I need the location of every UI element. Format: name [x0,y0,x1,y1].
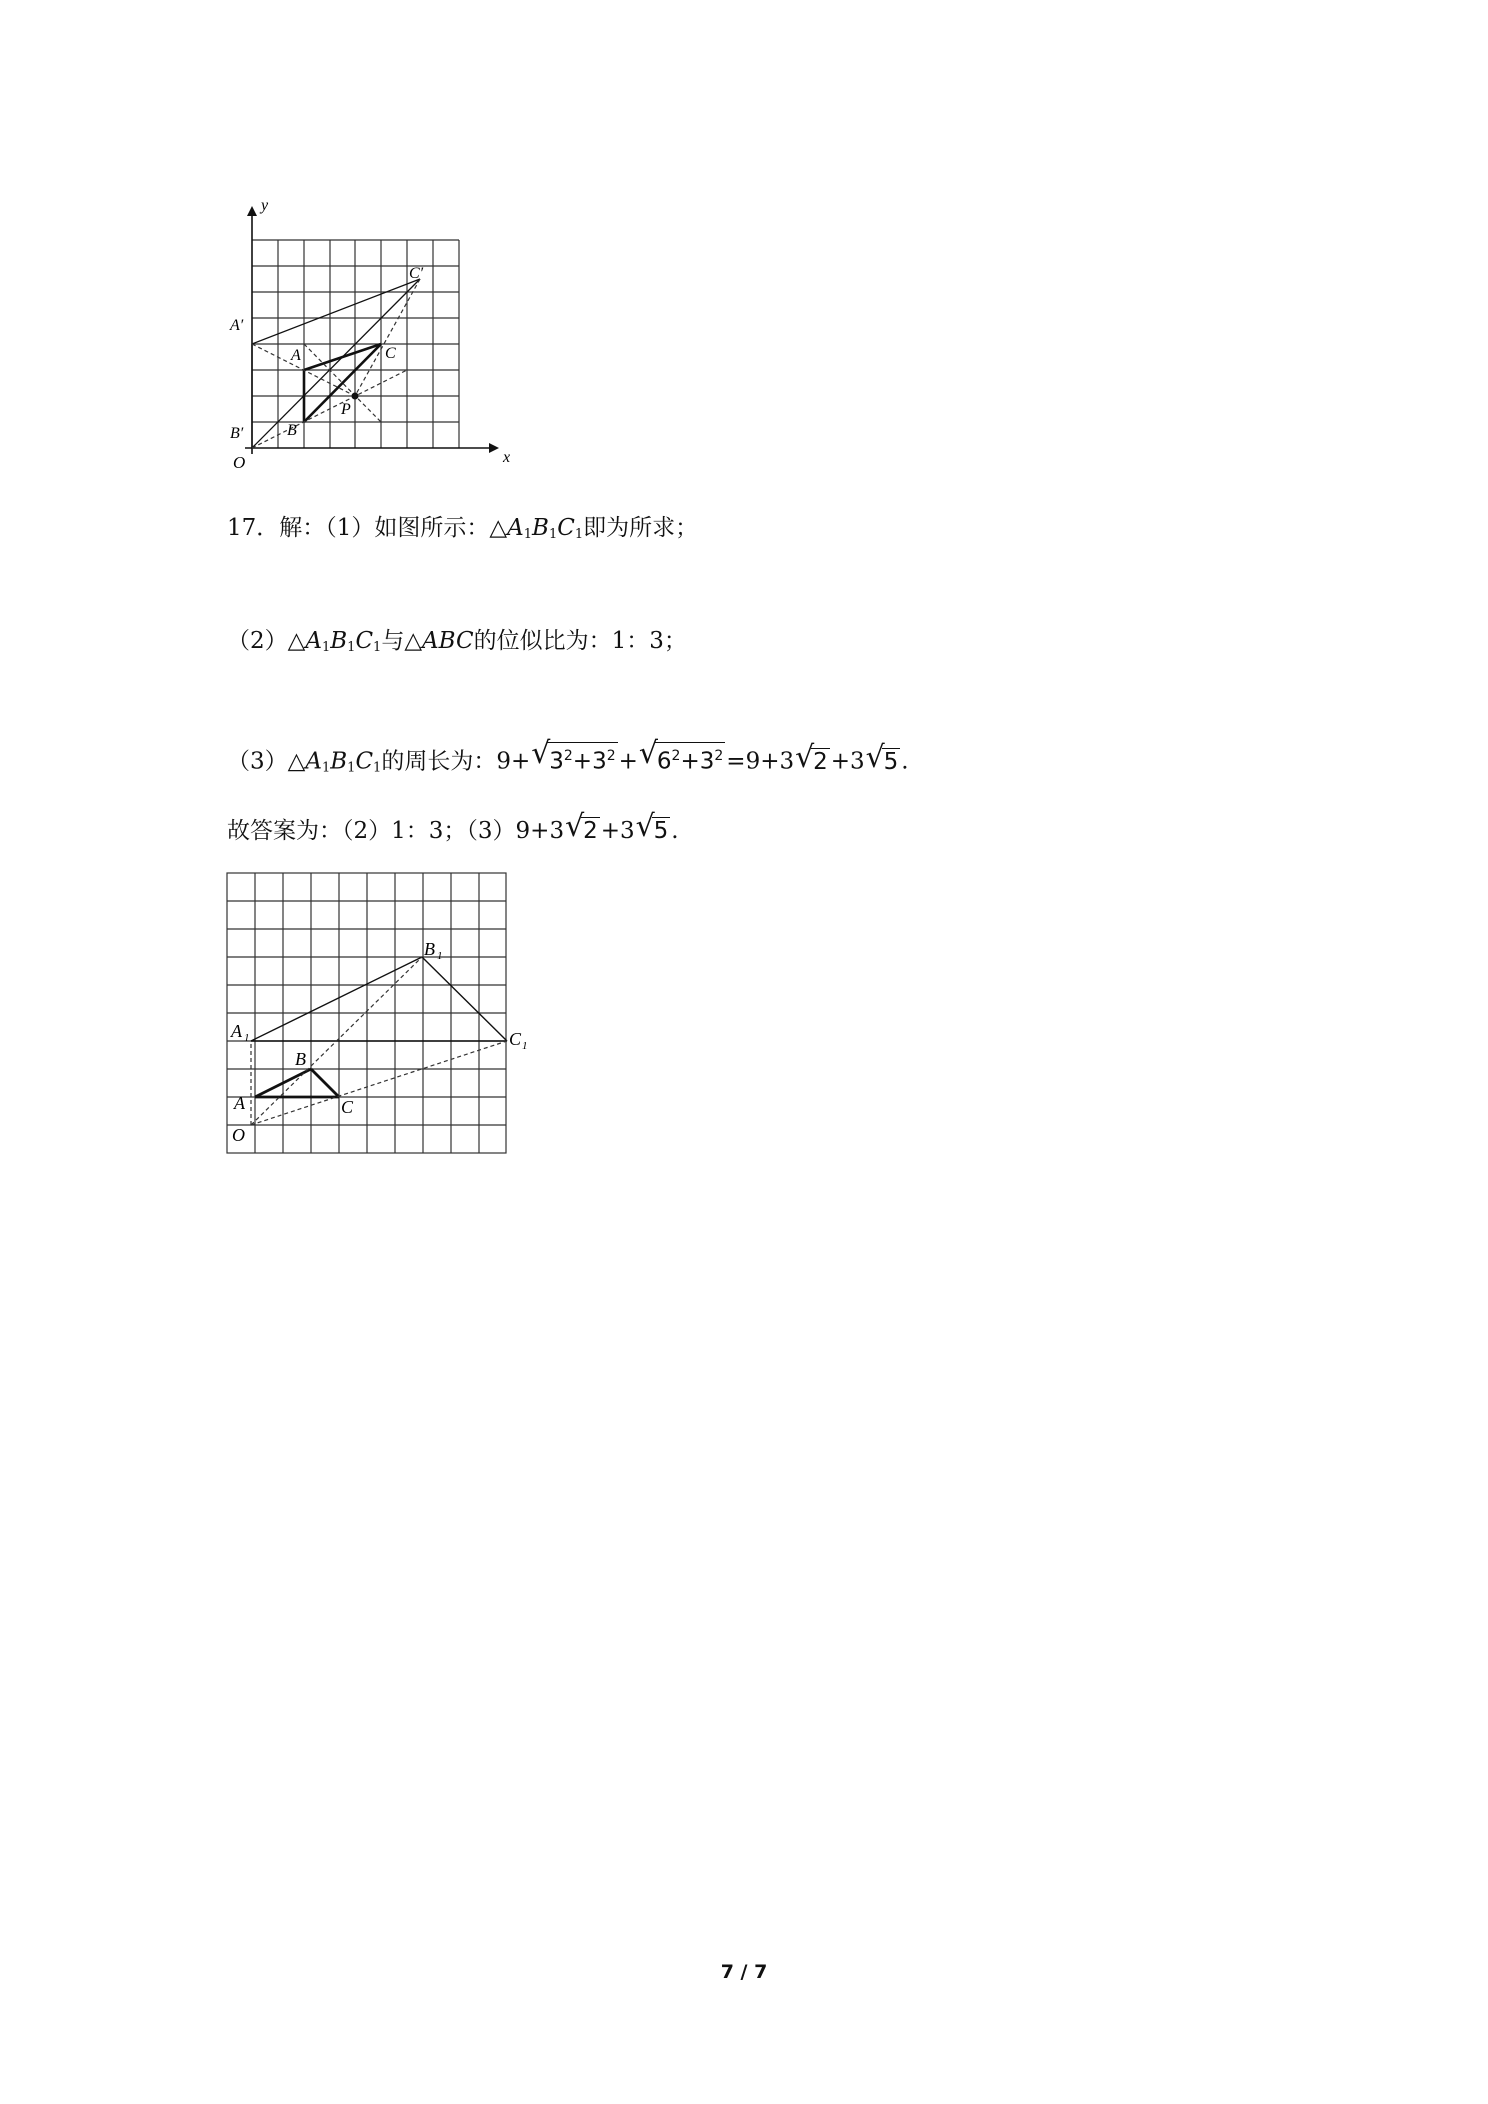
solution-line-2 [227,625,687,664]
x-axis-arrow [489,443,499,453]
exponent: 2 [714,748,724,764]
label-c: C [385,345,396,362]
exponent: 2 [563,748,573,764]
subscript-1: 1 [321,640,331,655]
part-2-number: （2） [227,628,288,654]
radicand-term: +3 [572,748,607,775]
letter-c: C [557,515,575,541]
label-o-2: O [232,1125,245,1145]
page-number: 7 / 7 [720,1961,768,1983]
label-c-2: C [341,1097,354,1117]
equals-part: =9+3 [726,748,795,775]
radicand-term: 6 [656,748,672,775]
sqrt-5 [636,815,671,847]
label-a-prime: A′ [230,317,244,334]
origin-label: O [233,453,246,472]
triangle-symbol: △ [287,628,306,654]
label-a: A [291,347,301,364]
subscript-1: 1 [347,640,356,655]
triangle-a1-b1-c1 [251,957,507,1041]
period: . [671,818,679,844]
radicand-term: 3 [549,748,564,775]
part-1-text: 如图所示： [374,515,490,541]
label-b1: B [424,939,435,959]
sqrt-6-squared-plus-3-squared [639,742,725,778]
label-b: B [287,422,297,439]
part-3-mid: 的周长为：9+ [381,748,531,775]
figure-2-grid [215,865,535,1165]
triangle-a-prime-b-prime-c-prime [252,279,420,448]
radicand: 5 [883,748,899,775]
problem-number: 17． [227,515,280,541]
label-a-2: A [234,1093,245,1113]
letter-b: B [330,628,348,654]
letter-c: C [355,748,374,775]
plus-3: +3 [600,818,635,844]
answer-line [227,815,679,847]
label-a1-sub: 1 [244,1032,250,1044]
label-c1: C [509,1029,522,1049]
part-1-number: （1） [325,515,375,541]
answer-prefix: 故答案为：（2）1：3；（3）9+3 [227,818,565,844]
subscript-1: 1 [548,527,558,542]
period: . [901,748,909,775]
subscript-1: 1 [347,760,356,776]
radicand: 5 [653,818,669,844]
letter-a: A [305,748,322,775]
plus-3: +3 [830,748,865,775]
letter-b: B [330,748,348,775]
point-p [352,393,359,400]
triangle-abc-name: ABC [422,628,474,654]
label-a1: A [231,1021,242,1041]
subscript-1: 1 [321,760,331,776]
figure-1-grid [225,192,525,472]
y-axis-label: y [261,197,269,214]
grid-2 [227,873,506,1153]
letter-b: B [532,515,549,541]
part-2-mid: 与△ [381,628,423,654]
part-1-tail: 即为所求； [583,515,699,541]
triangle-symbol: △ [287,748,306,775]
part-3-number: （3） [227,748,288,775]
sqrt-2 [565,815,600,847]
letter-a: A [507,515,524,541]
letter-c: C [355,628,374,654]
solution-line-1 [227,512,698,551]
letter-a: A [305,628,322,654]
subscript-1: 1 [574,527,584,542]
radicand: 2 [813,748,828,775]
subscript-1: 1 [523,527,533,542]
exponent: 2 [671,748,681,764]
subscript-1: 1 [373,760,382,776]
label-b1-sub: 1 [437,950,443,962]
radicand: 2 [583,818,598,844]
x-axis-label: x [503,449,511,466]
triangle-abc-2 [255,1069,339,1097]
sqrt-5 [866,746,901,778]
exponent: 2 [606,748,616,764]
solution-intro: 解： [279,515,326,541]
label-b-prime: B′ [230,425,244,442]
plus-sign: + [618,748,638,775]
triangle-symbol: △ [489,515,508,541]
label-c1-sub: 1 [522,1040,528,1052]
part-2-tail: 的位似比为：1：3； [473,628,687,654]
label-p: P [341,401,351,418]
subscript-1: 1 [373,640,382,655]
solution-line-3 [227,742,909,785]
radicand-term: +3 [680,748,715,775]
label-c-prime: C′ [409,265,424,282]
sqrt-3-squared-plus-3-squared [531,742,617,778]
label-b-2: B [295,1049,306,1069]
sqrt-2 [795,746,830,778]
y-axis-arrow [247,206,257,216]
